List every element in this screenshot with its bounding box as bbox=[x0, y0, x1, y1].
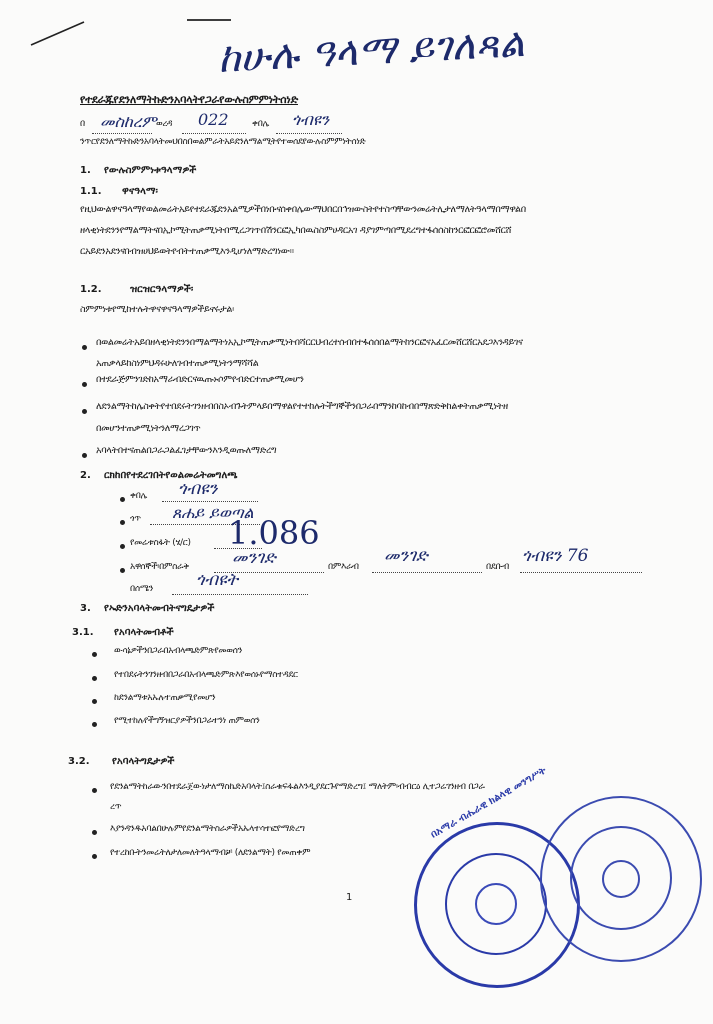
field-got-value: ጸሐይ ይወጣል bbox=[172, 503, 254, 522]
s1-2-heading: ዝርዝርዓላማዎች፡ bbox=[130, 284, 194, 295]
bullet-marker bbox=[120, 520, 125, 525]
field-got-label: ጎጥ bbox=[130, 514, 141, 524]
s1-2-bullet-1-cont: አጠቃላይከስነምህዳሩሁለገብተጠቃሚነትንማሻሻል bbox=[96, 358, 259, 369]
intro-text: ንጥርየደንለማትኩድንአባላትመህበስበወልምራትአይደንለማልሚትየተወሰደየውሉስምምነትሰነድ bbox=[80, 137, 366, 147]
official-stamp-secondary bbox=[540, 796, 702, 962]
section1-number: 1. bbox=[80, 165, 91, 176]
boundary-west-label: በምእራብ bbox=[328, 562, 359, 572]
s1-2-bullet-3-cont: በመሆንተጠቃሚነትንለማረጋገጥ bbox=[96, 423, 201, 434]
stamp-text: በአማራ ብሔራዊ ክልላዊ መንግሥት bbox=[429, 765, 549, 841]
s1-1-line-2: ዘላቂነትደንንየማልማትናበኢኮሚትጠቃሚነትበሚረጋገጥበሽንርፎኢካበዉስስምሀዳርአገ ዳያገምጣበሚደረግተፋሰሰስከንርፎርፎሮመሸርሸ bbox=[80, 225, 512, 236]
bullet-marker bbox=[92, 676, 97, 681]
boundary-south-value: ጎብዩን 76 bbox=[522, 546, 589, 566]
bullet-marker bbox=[92, 854, 97, 859]
intro-word3: ቀበሌ bbox=[252, 119, 269, 129]
intro-field2-line bbox=[182, 133, 246, 134]
section2-number: 2. bbox=[80, 470, 91, 481]
s3-1-bullet-3: ከደንልማቱአኡሉተጠቃሚየመሆን bbox=[114, 693, 216, 703]
bullet-marker bbox=[92, 699, 97, 704]
bullet-marker bbox=[82, 345, 87, 350]
s3-1-heading: የአባላትመብቶች bbox=[114, 627, 174, 638]
bullet-marker bbox=[82, 382, 87, 387]
intro-field1-line bbox=[92, 133, 152, 134]
s3-2-bullet-2: እያንዳንዱአባልበሁሉምየደንልማትስራዎችአኡላተሳተፎየማድረግ bbox=[110, 824, 305, 834]
s1-2-intro: ስምምነቱየሚከተሉትዋናዋናዓላማዎችይኖሩታል፡ bbox=[80, 304, 235, 315]
field-kebele-line bbox=[162, 501, 258, 502]
s1-1-line-3: ርአይደንአደንናበብዝሀህይወትየብትተጠቃሚእንዲሆነለማድረግነው። bbox=[80, 246, 294, 257]
intro-field3-value: ጎብዩን bbox=[292, 110, 330, 129]
boundary-east-label: አዋሰኞች፡በምስራቅ bbox=[130, 562, 189, 572]
bullet-marker bbox=[82, 453, 87, 458]
handwritten-header: ከሁሉ ዓላማ ይገለጻል bbox=[217, 20, 526, 82]
s1-1-line-1: የዚህውልዋናዓላማየወልመሬትአይየተደራጁደንአልሚዎችበነቡናሰቀበሌውማህበርበኅዝውስትየተስጣቸውንመሬትሊታለማለትዓላማበማዋልበ bbox=[80, 204, 526, 215]
s3-2-bullet-3: የተረከቡትንመሬትለታለመለትዓላማብቻ (ለደንልማት) የመጠቀም bbox=[110, 848, 311, 858]
s3-2-bullet-1: የደንልማትከራውንበተደራጀውነታለማስኬድአባላት፤ስራቁፍፋልእንዲያደርጉየማድረግ፤ ማለትም፡ብብርዕ ሊተጋሬገንዘብ በጋራ bbox=[110, 782, 485, 792]
s1-2-number: 1.2. bbox=[80, 284, 102, 295]
field-area-label: የመሬቱስፋት (ሄ/ር) bbox=[130, 538, 191, 548]
bullet-marker bbox=[120, 497, 125, 502]
page-number: 1 bbox=[346, 892, 353, 903]
s3-1-bullet-2: የተበደሩትንገንዘብበጋራበአብላጫድምጽእየወሰኑየማስተዳደር bbox=[114, 670, 298, 680]
s1-1-heading: ዋናዓላማ፡ bbox=[122, 186, 158, 197]
stamp-emblem-icon bbox=[602, 860, 640, 898]
section3-heading: የኡድንአባላትመብትናግዴታዎች bbox=[104, 603, 215, 614]
pen-mark-top bbox=[185, 15, 235, 25]
section3-number: 3. bbox=[80, 603, 91, 614]
intro-field3-line bbox=[276, 133, 342, 134]
boundary-west-line bbox=[372, 572, 482, 573]
boundary-east-value: መንገድ bbox=[232, 548, 276, 568]
s1-1-number: 1.1. bbox=[80, 186, 102, 197]
boundary-west-value: መንገድ bbox=[384, 546, 428, 566]
document-title: የተደራጁየደንለማትኩድንአባላትየጋራየውሉስምምነትሰነድ bbox=[80, 93, 298, 106]
bullet-marker bbox=[92, 722, 97, 727]
field-kebele-value: ጎብዩን bbox=[178, 479, 218, 499]
intro-word2: ወረዳ bbox=[156, 119, 173, 129]
s3-2-heading: የአባላትግዴታዎች bbox=[112, 756, 175, 767]
section1-heading: የውሉስምምነቱዓላማዎች bbox=[104, 165, 197, 176]
pen-mark-left bbox=[28, 18, 88, 48]
bullet-marker bbox=[92, 830, 97, 835]
bullet-marker bbox=[120, 544, 125, 549]
field-kebele-label: ቀበሌ bbox=[130, 491, 147, 501]
bullet-marker bbox=[120, 568, 125, 573]
intro-prefix: በ bbox=[80, 119, 85, 129]
s3-1-bullet-4: የሚተከሉየችግኝዝርያዎችንበጋራተንነ ጠምወሰን bbox=[114, 716, 260, 726]
s1-2-bullet-4: አባላትበተናጠልበጋራጋልፈገታቸውንእንዲወጡለማድረግ bbox=[96, 445, 277, 456]
field-area-value: 1.086 bbox=[228, 514, 320, 552]
s1-2-bullet-2: በተደራጅምንገድከአማራብድርናዉጡኑሶምየብድርተጠቃሚመሆን bbox=[96, 374, 304, 385]
boundary-south-label: በደቡብ bbox=[486, 562, 509, 572]
section2-heading: ርክከበየተደረገበትየወልመሬትመግለጫ bbox=[104, 470, 238, 481]
stamp-emblem-icon bbox=[475, 883, 517, 925]
s1-2-bullet-3: ለደንልማትከሌስቀትየተበደሩትገንዘብበስኦብጉትምላይበማዋልየተተከሉትችግኞችንበጋራበማንከባከብበማጽድቅከልቀትጠቃሚነትዘ bbox=[96, 401, 508, 412]
boundary-north-value: ጎብዩት bbox=[196, 570, 238, 590]
bullet-marker bbox=[92, 652, 97, 657]
boundary-south-line bbox=[520, 572, 642, 573]
intro-field1-value: መስከረም bbox=[100, 112, 157, 131]
s3-1-number: 3.1. bbox=[72, 627, 94, 638]
boundary-north-line bbox=[172, 594, 308, 595]
s1-2-bullet-1: በወልመሬትአይበዘላቂነትደንንበማልማትነአኢኮሚትጠቃሚነትበሻርርህብረተሰብበተፋሰሰበልማትከንርፎናአፈርመሸርሸርአደጋእንዳይገና bbox=[96, 337, 523, 348]
boundary-north-label: በሰሜን bbox=[130, 584, 154, 594]
s3-1-bullet-1: ውሳኔዎችንበጋራበአብላጫድምጽየመወሰን bbox=[114, 646, 243, 656]
intro-field2-value: 022 bbox=[198, 110, 229, 129]
s3-2-bullet-1-cont: ረጥ bbox=[110, 802, 122, 812]
s3-2-number: 3.2. bbox=[68, 756, 90, 767]
bullet-marker bbox=[82, 409, 87, 414]
bullet-marker bbox=[92, 788, 97, 793]
